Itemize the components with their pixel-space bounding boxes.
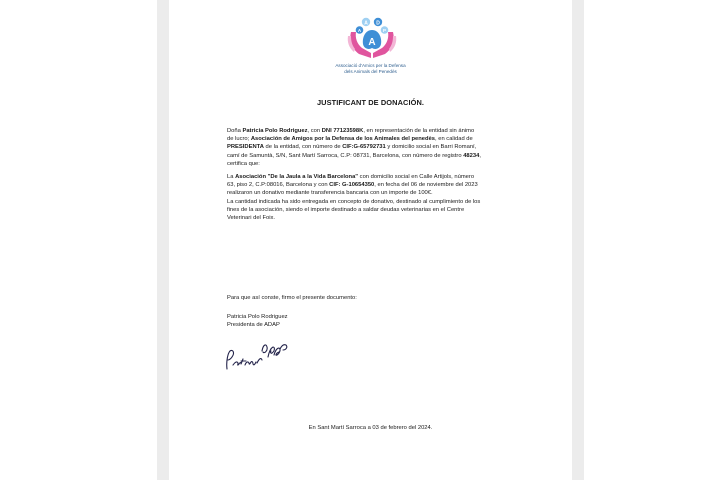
logo-caption (169, 63, 572, 75)
signer-name: Patricia Polo Rodriguez (227, 314, 288, 320)
document-title: JUSTIFICANT DE DONACIÓN. (316, 98, 425, 107)
certifying-paragraph (227, 127, 531, 168)
signer-role: Presidenta de ADAP (227, 322, 280, 329)
logo-caption-line1: Associació d'Amics per la Defensa (335, 63, 406, 68)
right-gutter (572, 0, 584, 480)
logo-caption-line2: dels Animals del Penedès (344, 69, 397, 74)
logo-center-letter: A (368, 37, 376, 48)
adap-logo (345, 14, 399, 60)
left-gutter (157, 0, 169, 480)
p2-line5: fines de la asociación, siendo el importe destinado a saldar deudas veterinarias en el Centre (227, 206, 465, 213)
p1-line2: de lucro; Asociación de Amigos por la Defensa de los Animales del penedès, en calidad de (227, 136, 473, 143)
p2-line1: La Asociación "De la Jaula a la Vida Barcelona" con domicilio social en Calle Artijols, número (227, 174, 475, 180)
p2-line3: realizaron un donativo mediante transferencia bancaria con un importe de 100€. (227, 190, 433, 197)
p2-line4: La cantidad indicada ha sido entregada en concepto de donativo, destinado al cumplimiento de los (227, 198, 481, 205)
closing-statement: Para que así conste, firmo el presente documento: (227, 295, 357, 301)
p1-line3: PRESIDENTA de la entidad, con número de CIF:G-65792731 y domicilio social en Barri Romaní, (227, 144, 477, 151)
logo-letter-a2: A (357, 28, 362, 33)
place-and-date: En Sant Martí Sarroca a 03 de febrero del 2024. (308, 425, 433, 431)
p1-line1: Doña Patricia Polo Rodriguez, con DNI 77123598K, en representación de la entidad sin ánimo (227, 128, 475, 134)
signer-block (227, 313, 288, 329)
handwritten-signature (224, 335, 294, 375)
p1-line4: camí de Samuntà, S/N, Sant Martí Sarroca, C.P: 08731, Barcelona, con número de registro 48234, (227, 152, 481, 159)
document-page (169, 0, 572, 480)
p2-line2: 63, piso 2, C.P:08016, Barcelona y con CIF: G-10654350, en fecha del 06 de noviembre del 2023 (227, 182, 478, 189)
logo-letter-p: P (382, 28, 387, 33)
p2-line6: Veterinari del Foix. (227, 215, 276, 222)
donation-paragraph (227, 173, 531, 222)
logo-letter-d: D (376, 20, 380, 27)
p1-line5: certifica que: (227, 160, 260, 167)
logo-letter-a1: A (364, 20, 368, 27)
